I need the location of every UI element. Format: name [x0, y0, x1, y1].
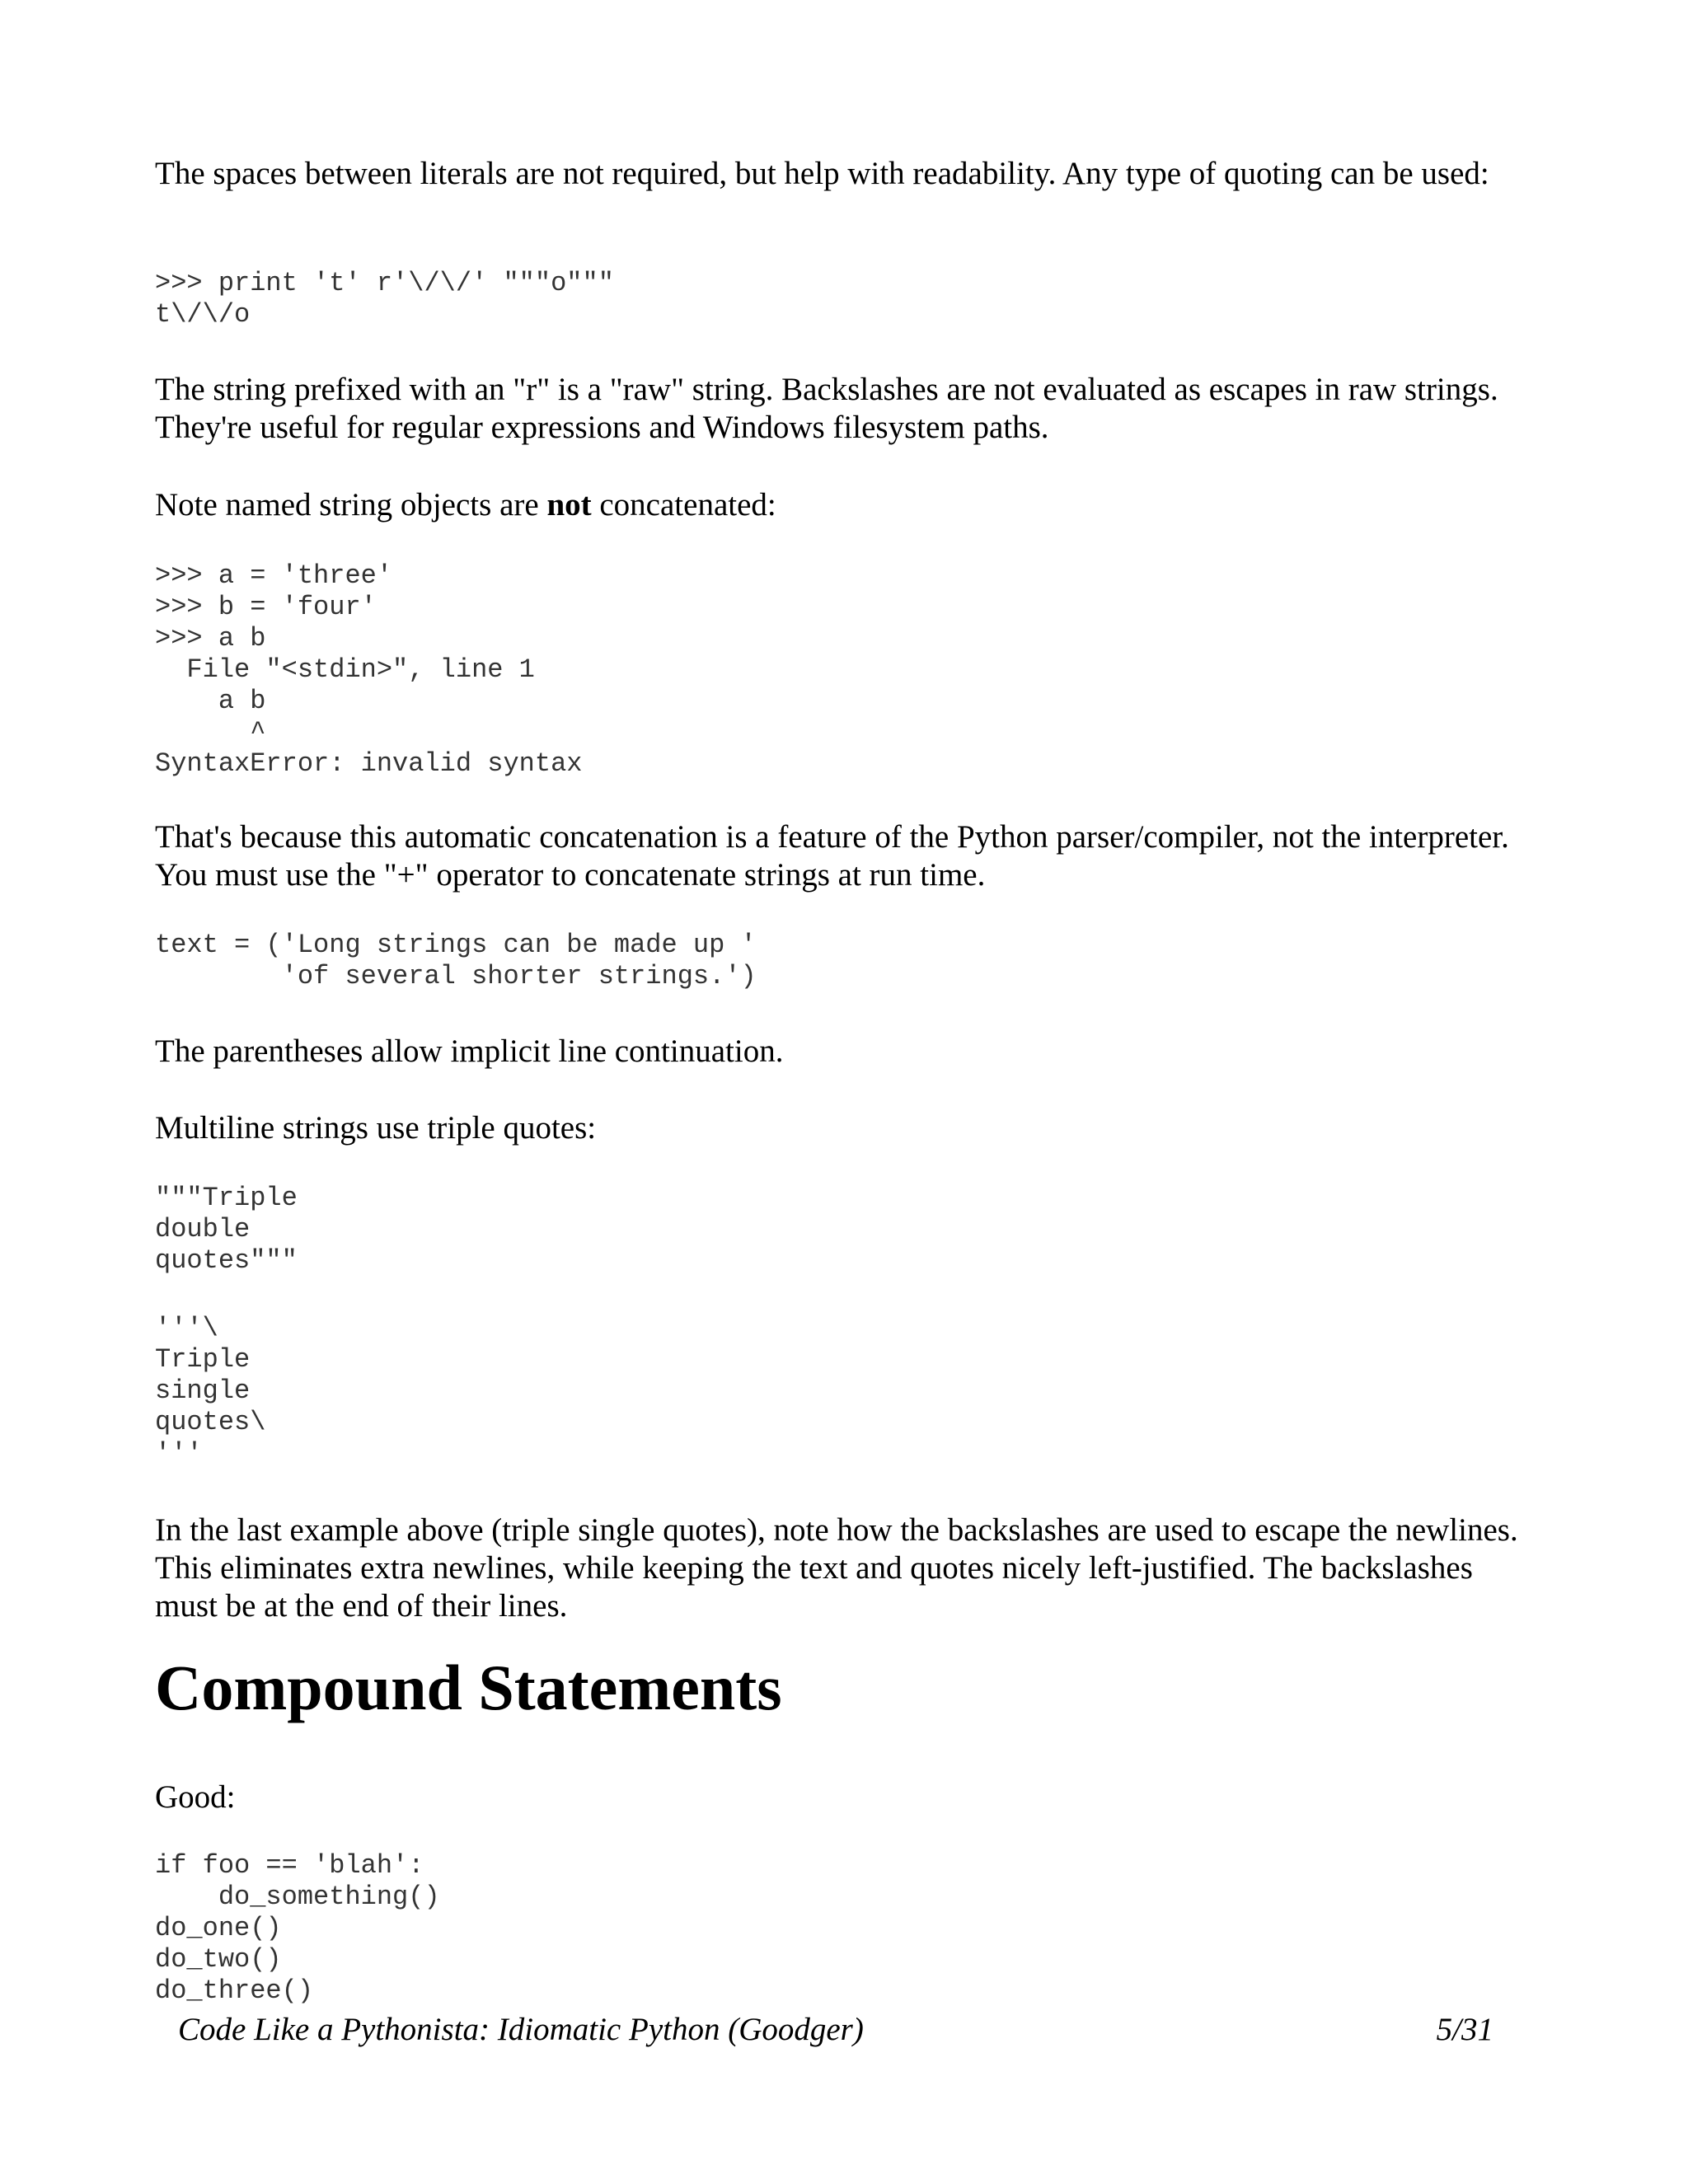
text-run: Note named string objects are	[155, 487, 547, 523]
paragraph-concatenation-explanation: That's because this automatic concatenation is a feature of the Python parser/compiler, not the interpreter. You must use the "+" operator to concatenate strings at run time.	[155, 819, 1509, 893]
code-block-long-strings: text = ('Long strings can be made up ' 'of several shorter strings.')	[155, 930, 757, 991]
code-block-triple-single: '''\ Triple single quotes\ '''	[155, 1313, 266, 1469]
paragraph-literal-spacing: The spaces between literals are not required, but help with readability. Any type of quoting can be used:	[155, 156, 1489, 191]
code-block-compound-good: if foo == 'blah': do_something() do_one() do_two() do_three()	[155, 1850, 440, 2006]
paragraph-multiline-strings: Multiline strings use triple quotes:	[155, 1110, 597, 1146]
text-run: concatenated:	[591, 487, 776, 523]
paragraph-good-label: Good:	[155, 1779, 236, 1815]
paragraph-backslash-explanation: In the last example above (triple single quotes), note how the backslashes are used to escape the newlines. This eliminates extra newlines, while keeping the text and quotes nicely left-justified. The backslashes must be at the end of their lines.	[155, 1512, 1518, 1624]
footer-page-number: 5/31	[1436, 2012, 1493, 2047]
code-block-triple-double: """Triple double quotes"""	[155, 1183, 298, 1276]
code-block-syntax-error: >>> a = 'three' >>> b = 'four' >>> a b File "<stdin>", line 1 a b ^ SyntaxError: invalid syntax	[155, 560, 583, 779]
footer-title: Code Like a Pythonista: Idiomatic Python (Goodger)	[178, 2012, 864, 2047]
paragraph-parentheses: The parentheses allow implicit line continuation.	[155, 1033, 784, 1069]
paragraph-raw-string: The string prefixed with an "r" is a "raw" string. Backslashes are not evaluated as escapes in raw strings. They're useful for regular expressions and Windows filesystem paths.	[155, 372, 1498, 445]
code-block-print-literals: >>> print 't' r'\/\/' """o""" t\/\/o	[155, 268, 614, 330]
bold-text: not	[546, 487, 592, 523]
section-heading: Compound Statements	[155, 1652, 782, 1723]
paragraph-named-objects	[155, 486, 1523, 524]
